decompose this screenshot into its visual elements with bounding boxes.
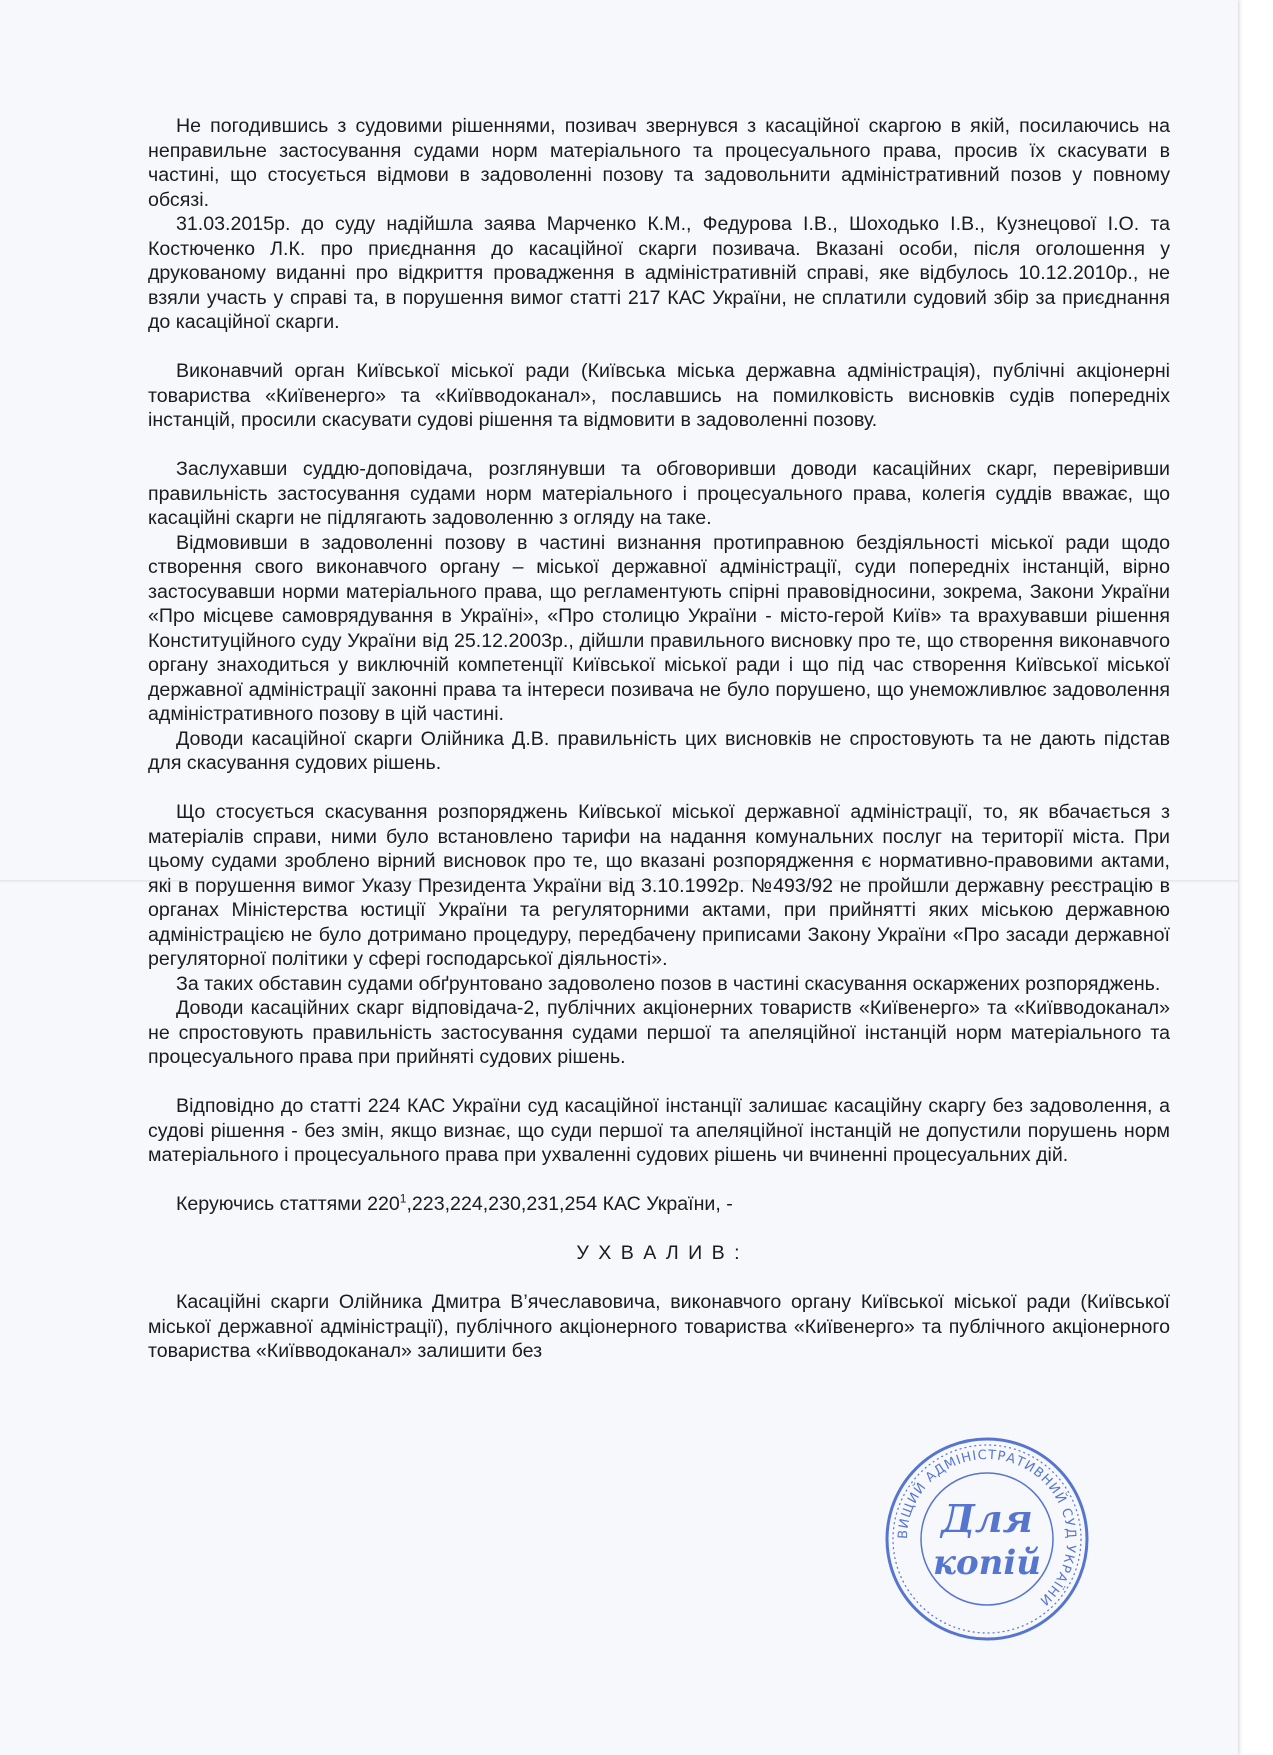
paragraph-refusal: Відмовивши в задоволенні позову в частині визнання протиправною бездіяльності міської ради щодо створення свого виконавчого органу – міської державної адміністрації, суди попередніх інстанцій, вірно застосувавши норми матеріального права, що регламентують спірні правовідносини, зокрема, Закони України «Про місцеве самоврядування в Україні», «Про столицю України - місто-герой Київ» та врахувавши рішення Конституційного суду України від 25.12.2003р., дійшли правильного висновку про те, що створення виконавчого органу знаходиться у виключній компетенції Київської міської ради і що під час створення Київської міської державної адміністрації законні права та інтереси позивача не було порушено, що унеможливлює задоволення адміністративного позову в цій частині. bbox=[148, 531, 1170, 725]
paragraph-final-decision: Касаційні скарги Олійника Дмитра В’ячеславовича, виконавчого органу Київської міської ради (Київської міської державної адміністрації), публічного акціонерного товариства «Київенерго» та публічного акціонерного товариства «Київводоканал» залишити без bbox=[148, 1291, 1170, 1362]
paragraph-article-224: Відповідно до статті 224 КАС України суд касаційної інстанції залишає касаційну скаргу без задоволення, а судові рішення - без змін, якщо визнає, що суди першої та апеляційної інстанцій не допустили порушень норм матеріального і процесуального права при ухваленні судових рішень чи вчиненні процесуальних дій. bbox=[148, 1095, 1170, 1166]
document-body bbox=[148, 114, 1170, 1364]
paragraph-join-application: 31.03.2015р. до суду надійшла заява Марченко К.М., Федурова І.В., Шоходько І.В., Кузнецової І.О. та Костюченко Л.К. про приєднання до касаційної скарги позивача. Вказані особи, після оголошення у друкованому виданні про відкриття провадження в адміністративній справі, яке відбулось 10.12.2010р., не взяли участь у справі та, в порушення вимог статті 217 КАС України, не сплатили судовий збір за приєднання до касаційної скарги. bbox=[148, 213, 1170, 333]
stamp-center-line-2: копій bbox=[932, 1543, 1042, 1583]
paragraph-hearing: Заслухавши суддю-доповідача, розглянувши та обговоривши доводи касаційних скарг, перевіривши правильність застосування судами норм матеріального і процесуального права, колегія суддів вважає, що касаційні скарги не підлягають задоволенню з огляду на таке. bbox=[148, 458, 1170, 529]
guided-superscript: 1 bbox=[399, 1191, 407, 1206]
paragraph-orders: Що стосується скасування розпоряджень Київської міської державної адміністрації, то, як вбачається з матеріалів справи, ними було встановлено тарифи на надання комунальних послуг на території міста. При цьому судами зроблено вірний висновок про те, що вказані розпорядження є нормативно-правовими актами, які в порушення вимог Указу Президента України від 3.10.1992р. №493/92 не пройшли державну реєстрацію в органах Міністерства юстиції України та регуляторними актами, при прийнятті яких міською державною адміністрацією не було дотримано процедуру, передбачену приписами Закону України «Про засади державної регуляторної політики у сфері господарської діяльності». bbox=[148, 801, 1170, 970]
paragraph-executive-body: Виконавчий орган Київської міської ради (Київська міська державна адміністрація), публічні акціонерні товариства «Київенерго» та «Київводоканал», пославшись на помилковість висновків судів попередніх інстанцій, просили скасувати судові рішення та відмовити в задоволенні позову. bbox=[148, 360, 1170, 431]
paragraph-arguments-oliinyk: Доводи касаційної скарги Олійника Д.В. правильність цих висновків не спростовують та не дають підстав для скасування судових рішень. bbox=[148, 727, 1170, 774]
court-stamp bbox=[882, 1434, 1092, 1644]
guided-prefix: Керуючись статтями 220 bbox=[176, 1193, 400, 1215]
paragraph-circumstances: За таких обставин судами обґрунтовано задоволено позов в частині скасування оскаржених розпоряджень. bbox=[176, 972, 1161, 995]
stamp-center-line-1: Для bbox=[941, 1496, 1033, 1541]
stamp-ring-text: ВИЩИЙ АДМІНІСТРАТИВНИЙ СУД УКРАЇНИ bbox=[895, 1447, 1079, 1609]
guided-suffix: ,223,224,230,231,254 КАС України, - bbox=[406, 1193, 733, 1215]
paragraph-arguments-defendant: Доводи касаційних скарг відповідача-2, публічних акціонерних товариств «Київенерго» та «Київводоканал» не спростовують правильність застосування судами першої та апеляційної інстанцій норм матеріального та процесуального права при прийняті судових рішень. bbox=[148, 997, 1170, 1068]
decision-heading: У Х В А Л И В : bbox=[576, 1242, 742, 1264]
paragraph-guided-by bbox=[148, 1192, 1170, 1217]
paragraph-cassation-appeal: Не погодившись з судовими рішеннями, позивач звернувся з касаційної скаргою в якій, посилаючись на неправильне застосування судами норм матеріального та процесуального права, просив їх скасувати в частині, що стосується відмови в задоволенні позову та задовольнити адміністративний позов у повному обсязі. bbox=[148, 115, 1170, 211]
